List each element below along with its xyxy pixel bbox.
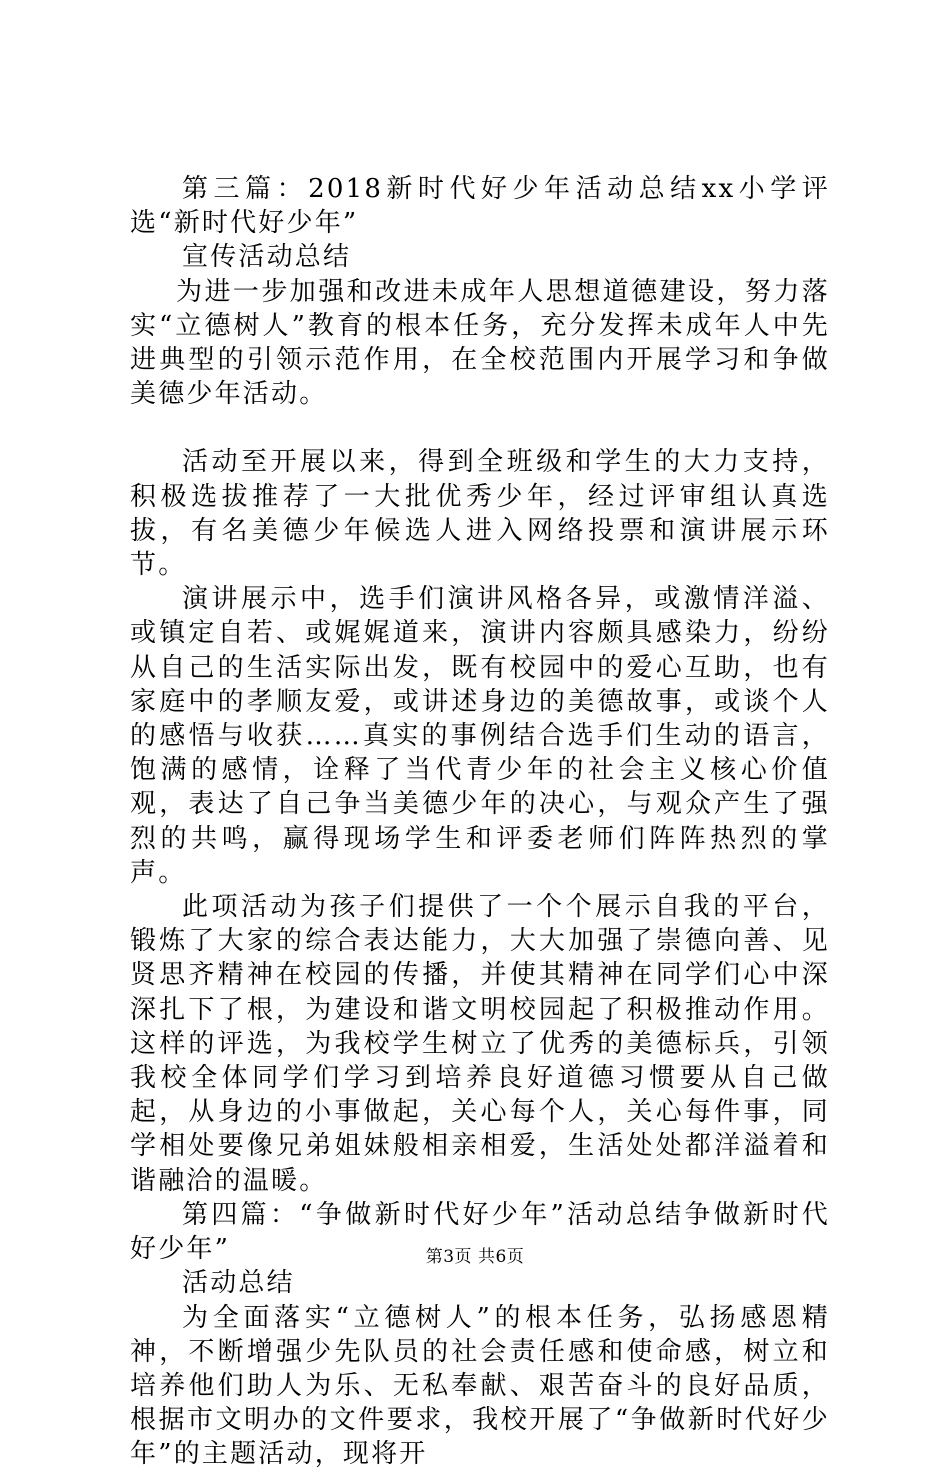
body-paragraph: 此项活动为孩子们提供了一个个展示自我的平台，锻炼了大家的综合表达能力，大大加强了崇德向善、见贤思齐精神在校园的传播，并使其精神在同学们心中深深扎下了根，为建设和谐文明校园起了积极推动作用。这样的评选，为我校学生树立了优秀的美德标兵，引领我校全体同学们学习到培养良好道德习惯要从自己做起，从身边的小事做起，关心每个人，关心每件事，同学相处要像兄弟姐妹般相亲相爱，生活处处都洋溢着和谐融洽的温暖。	[130, 892, 830, 1196]
section-subheading-3: 宣传活动总结	[182, 242, 352, 273]
page-number-footer: 第3页 共6页	[425, 1247, 525, 1267]
body-paragraph: 活动至开展以来，得到全班级和学生的大力支持，积极选拔推荐了一大批优秀少年，经过评审组认真选拔，有名美德少年候选人进入网络投票和演讲展示环节。	[130, 447, 830, 581]
body-paragraph: 演讲展示中，选手们演讲风格各异，或激情洋溢、或镇定自若、或娓娓道来，演讲内容颇具感染力，纷纷从自己的生活实际出发，既有校园中的爱心互助，也有家庭中的孝顺友爱，或讲述身边的美德故事，或谈个人的感悟与收获……真实的事例结合选手们生动的语言，饱满的感情，诠释了当代青少年的社会主义核心价值观，表达了自己争当美德少年的决心，与观众产生了强烈的共鸣，赢得现场学生和评委老师们阵阵热烈的掌声。	[130, 584, 830, 888]
section-subheading-4: 活动总结	[182, 1268, 295, 1299]
paragraph-spacer	[130, 411, 830, 445]
body-paragraph: 为进一步加强和改进未成年人思想道德建设，努力落实“立德树人”教育的根本任务，充分发挥未成年人中先进典型的引领示范作用，在全校范围内开展学习和争做美德少年活动。	[130, 276, 830, 410]
section-heading-3: 第三篇：2018新时代好少年活动总结xx小学评选“新时代好少年”	[130, 174, 830, 239]
document-body	[130, 172, 830, 1472]
section-heading-4: 第四篇：“争做新时代好少年”活动总结争做新时代好少年”	[130, 1199, 830, 1265]
body-paragraph: 为全面落实“立德树人”的根本任务，弘扬感恩精神，不断增强少先队员的社会责任感和使命感，树立和培养他们助人为乐、无私奉献、艰苦奋斗的良好品质，根据市文明办的文件要求，我校开展了“争做新时代好少年”的主题活动，现将开	[130, 1302, 830, 1470]
